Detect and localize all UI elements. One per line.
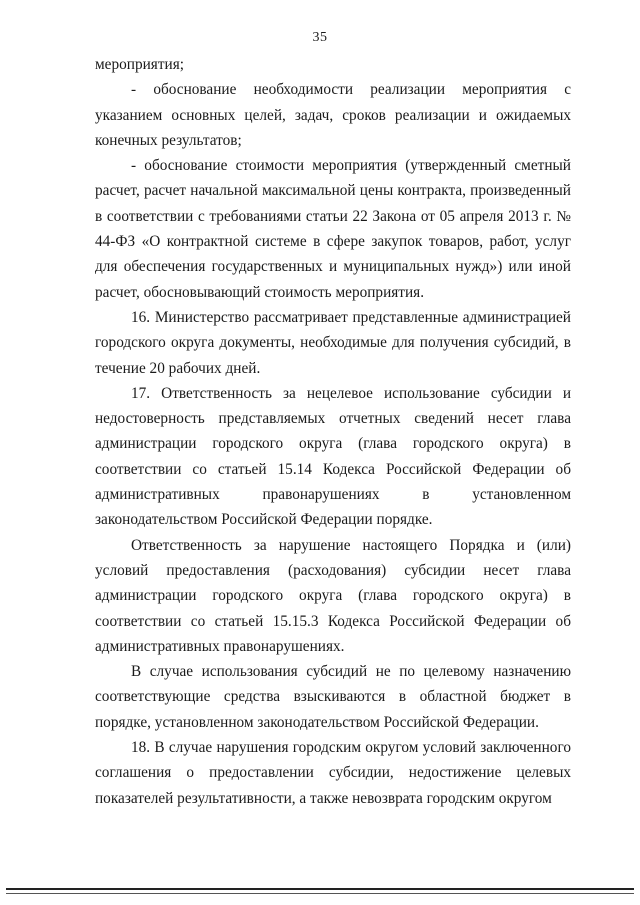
paragraph: 16. Министерство рассматривает представленные администрацией городского округа документы, необходимые для получения субсидий, в течение 20 рабочих дней.: [95, 308, 571, 377]
paragraph: - обоснование необходимости реализации мероприятия с указанием основных целей, задач, сроков реализации и ожидаемых конечных результатов;: [95, 81, 571, 149]
paragraph: 17. Ответственность за нецелевое использование субсидии и недостоверность представляемых отчетных сведений несет глава администрации городского округа (глава городского округа) в соответствии со статьей 15.14 Кодекса Российской Федерации об административных правонарушениях в установленном законодательством Российской Федерации порядке.: [95, 384, 571, 529]
paragraph: - обоснование стоимости мероприятия (утвержденный сметный расчет, расчет начальной максимальной цены контракта, произведенный в соответствии с требованиями статьи 22 Закона от 05 апреля 2013 г. № 44-ФЗ «О контрактной системе в сфере закупок товаров, работ, услуг для обеспечения государственных и муниципальных нужд») или иной расчет, обосновывающий стоимость мероприятия.: [95, 157, 571, 301]
bottom-divider: [6, 888, 634, 890]
document-body: [95, 52, 571, 811]
page-number: 35: [312, 30, 328, 45]
paragraph: Ответственность за нарушение настоящего Порядка и (или) условий предоставления (расходования) субсидии несет глава администрации городского округа (глава городского округа) в соответствии со статьей 15.15.3 Кодекса Российской Федерации об административных правонарушениях.: [95, 536, 571, 655]
bottom-divider: [6, 893, 634, 894]
paragraph: мероприятия;: [95, 56, 184, 73]
paragraph: 18. В случае нарушения городским округом условий заключенного соглашения о предоставлении субсидии, недостижение целевых показателей результативности, а также невозврата городским округом: [95, 739, 571, 807]
paragraph: В случае использования субсидий не по целевому назначению соответствующие средства взыскиваются в областной бюджет в порядке, установленном законодательством Российской Федерации.: [95, 663, 571, 731]
